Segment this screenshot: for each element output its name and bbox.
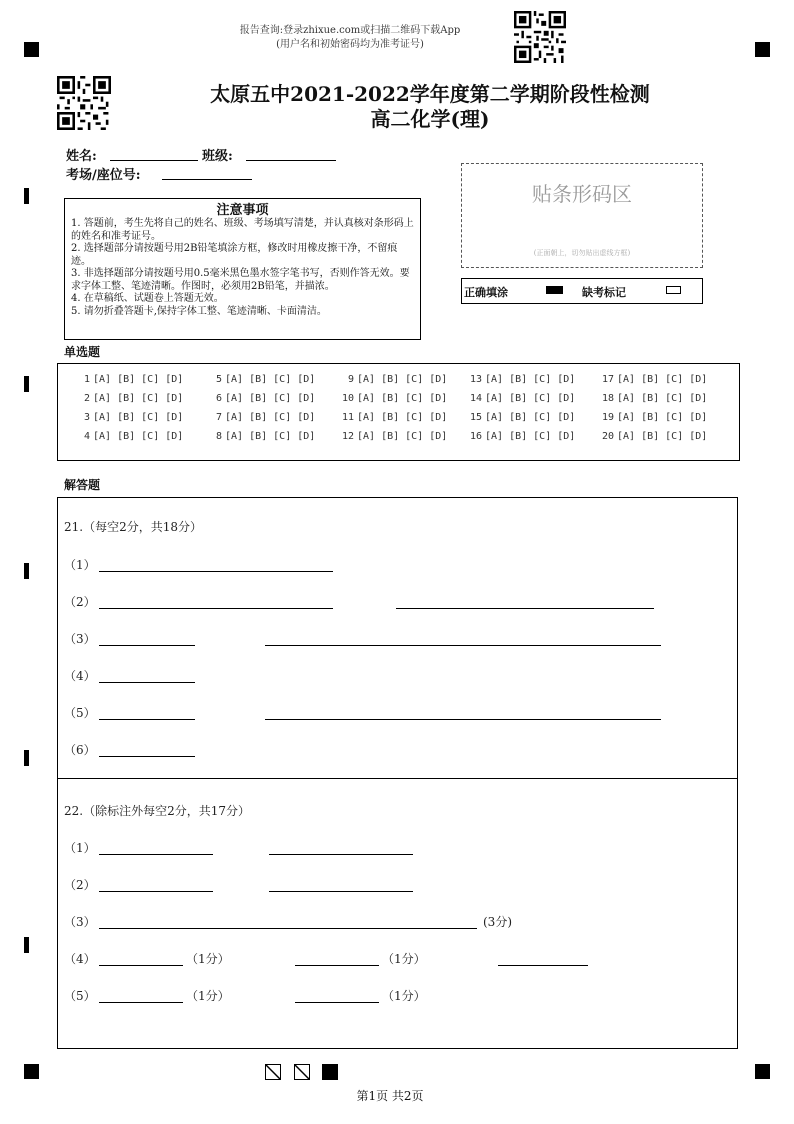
q22-blank[interactable] [99, 928, 477, 929]
choice-options[interactable]: [A] [B] [C] [D] [93, 431, 184, 442]
exam-subject: 高二化学(理) [370, 107, 490, 131]
barcode-area[interactable] [461, 163, 703, 268]
choice-options[interactable]: [A] [B] [C] [D] [617, 412, 708, 423]
exam-title: 太原五中2021-2022学年度第二学期阶段性检测 [210, 82, 650, 106]
q22-blank[interactable] [295, 1002, 379, 1003]
q22-score-note: （1分） [382, 989, 426, 1003]
q21-blank[interactable] [265, 645, 661, 646]
choice-number: 16 [469, 431, 482, 442]
single-choice-title: 单选题 [64, 345, 101, 359]
choice-options[interactable]: [A] [B] [C] [D] [93, 393, 184, 404]
choice-columns [58, 364, 739, 460]
choice-question-19[interactable] [600, 412, 707, 423]
choice-number: 5 [215, 374, 222, 385]
side-mark [24, 188, 29, 204]
choice-question-2[interactable] [76, 393, 183, 404]
name-field[interactable] [110, 160, 198, 161]
choice-number: 10 [341, 393, 354, 404]
choice-number: 6 [215, 393, 222, 404]
side-mark [24, 750, 29, 766]
barcode-label: 贴条形码区 [532, 182, 632, 206]
answer-section-title: 解答题 [64, 478, 101, 492]
choice-question-8[interactable] [208, 431, 315, 442]
choice-number: 3 [83, 412, 90, 423]
choice-options[interactable]: [A] [B] [C] [D] [357, 431, 448, 442]
correct-fill-label: 正确填涂 [464, 286, 508, 299]
report-query-credentials: (用户名和初始密码均为准考证号) [276, 39, 424, 50]
timing-box-crossed [265, 1064, 281, 1080]
choice-number: 20 [601, 431, 614, 442]
q21-header: 21.（每空2分，共18分） [64, 520, 202, 534]
q21-part-3-label: （3） [64, 632, 96, 646]
app-qr-code [514, 11, 566, 63]
choice-question-13[interactable] [468, 374, 575, 385]
absent-mark-checkbox[interactable] [666, 286, 681, 294]
q22-score-note: （1分） [186, 989, 230, 1003]
q22-blank[interactable] [99, 854, 213, 855]
notice-item: 2. 选择题部分请按题号用2B铅笔填涂方框，修改时用橡皮擦干净，不留痕迹。 [71, 243, 398, 267]
q22-blank[interactable] [269, 891, 413, 892]
choice-question-9[interactable] [340, 374, 447, 385]
choice-question-20[interactable] [600, 431, 707, 442]
correct-fill-sample [546, 286, 563, 294]
choice-number: 4 [83, 431, 90, 442]
choice-number: 7 [215, 412, 222, 423]
choice-options[interactable]: [A] [B] [C] [D] [485, 412, 576, 423]
choice-options[interactable]: [A] [B] [C] [D] [225, 393, 316, 404]
report-query-line: 报告查询:登录zhixue.com或扫描二维码下载App [239, 25, 461, 36]
choice-options[interactable]: [A] [B] [C] [D] [357, 374, 448, 385]
choice-number: 2 [83, 393, 90, 404]
q22-part-2-label: （2） [64, 878, 96, 892]
q22-blank[interactable] [498, 965, 588, 966]
notice-item: 4. 在草稿纸、试题卷上答题无效。 [71, 293, 224, 304]
q21-part-2-label: （2） [64, 595, 96, 609]
single-choice-grid [57, 363, 740, 461]
barcode-hint: (正面朝上，切勿贴出虚线方框) [533, 249, 631, 257]
choice-number: 12 [341, 431, 354, 442]
choice-number: 11 [341, 412, 354, 423]
choice-options[interactable]: [A] [B] [C] [D] [485, 431, 576, 442]
q22-part-1-label: （1） [64, 841, 96, 855]
alignment-mark-top-left [24, 42, 39, 57]
choice-number: 17 [601, 374, 614, 385]
choice-options[interactable]: [A] [B] [C] [D] [617, 374, 708, 385]
q22-part-3-label: （3） [64, 915, 96, 929]
name-label: 姓名: [66, 149, 97, 164]
choice-options[interactable]: [A] [B] [C] [D] [617, 393, 708, 404]
q22-blank[interactable] [99, 965, 183, 966]
fill-legend [461, 278, 703, 304]
timing-box-crossed [294, 1064, 310, 1080]
q21-part-5-label: （5） [64, 706, 96, 720]
alignment-mark-bottom-left [24, 1064, 39, 1079]
q21-blank[interactable] [265, 719, 661, 720]
choice-question-11[interactable] [340, 412, 447, 423]
choice-number: 8 [215, 431, 222, 442]
q22-part-4-label: （4） [64, 952, 96, 966]
q21-part-1-label: （1） [64, 558, 96, 572]
student-qr-code [57, 76, 111, 130]
choice-question-3[interactable] [76, 412, 183, 423]
class-label: 班级: [202, 149, 233, 164]
q21-part-4-label: （4） [64, 669, 96, 683]
choice-number: 1 [83, 374, 90, 385]
choice-question-4[interactable] [76, 431, 183, 442]
side-mark [24, 937, 29, 953]
class-field[interactable] [246, 160, 336, 161]
choice-number: 14 [469, 393, 482, 404]
side-mark [24, 376, 29, 392]
choice-number: 13 [469, 374, 482, 385]
choice-options[interactable]: [A] [B] [C] [D] [93, 374, 184, 385]
choice-options[interactable]: [A] [B] [C] [D] [93, 412, 184, 423]
q22-part-5-label: （5） [64, 989, 96, 1003]
choice-options[interactable]: [A] [B] [C] [D] [617, 431, 708, 442]
q21-blank[interactable] [99, 645, 195, 646]
alignment-mark-bottom-right [755, 1064, 770, 1079]
q22-blank[interactable] [295, 965, 379, 966]
q21-blank[interactable] [99, 682, 195, 683]
q22-blank[interactable] [99, 1002, 183, 1003]
notice-item: 3. 非选择题部分请按题号用0.5毫米黑色墨水签字笔书写，否则作答无效。要求字体工整、笔迹清晰。作图时，必须用2B铅笔，并描浓。 [71, 268, 410, 292]
choice-question-16[interactable] [468, 431, 575, 442]
seat-field[interactable] [162, 179, 252, 180]
alignment-mark-top-right [755, 42, 770, 57]
q21-blank[interactable] [99, 756, 195, 757]
q21-box [57, 497, 738, 779]
q21-part-6-label: （6） [64, 743, 96, 757]
q22-header: 22.（除标注外每空2分，共17分） [64, 804, 250, 818]
q22-score-note: （1分） [186, 952, 230, 966]
choice-options[interactable]: [A] [B] [C] [D] [225, 374, 316, 385]
absent-mark-label: 缺考标记 [582, 286, 626, 299]
q22-score-note: （1分） [382, 952, 426, 966]
q21-blank[interactable] [99, 571, 333, 572]
q21-blank[interactable] [396, 608, 654, 609]
notice-box [64, 198, 421, 340]
choice-options[interactable]: [A] [B] [C] [D] [225, 431, 316, 442]
choice-number: 15 [469, 412, 482, 423]
choice-question-15[interactable] [468, 412, 575, 423]
choice-question-5[interactable] [208, 374, 315, 385]
choice-number: 9 [347, 374, 354, 385]
choice-number: 19 [601, 412, 614, 423]
choice-question-14[interactable] [468, 393, 575, 404]
choice-question-7[interactable] [208, 412, 315, 423]
timing-box-filled [322, 1064, 338, 1080]
seat-label: 考场/座位号: [66, 168, 141, 183]
choice-options[interactable]: [A] [B] [C] [D] [357, 412, 448, 423]
choice-options[interactable]: [A] [B] [C] [D] [225, 412, 316, 423]
side-mark [24, 563, 29, 579]
q22-blank[interactable] [269, 854, 413, 855]
choice-options[interactable]: [A] [B] [C] [D] [357, 393, 448, 404]
page-number: 第1页 共2页 [356, 1089, 424, 1103]
choice-question-17[interactable] [600, 374, 707, 385]
choice-question-6[interactable] [208, 393, 315, 404]
choice-question-10[interactable] [340, 393, 447, 404]
q21-blank[interactable] [99, 608, 333, 609]
choice-question-18[interactable] [600, 393, 707, 404]
notice-title: 注意事项 [216, 203, 269, 218]
choice-number: 18 [601, 393, 614, 404]
choice-question-1[interactable] [76, 374, 183, 385]
notice-item: 1. 答题前，考生先将自己的姓名、班级、考场填写清楚，并认真核对条形码上的姓名和准考证号。 [71, 218, 414, 242]
choice-options[interactable]: [A] [B] [C] [D] [485, 393, 576, 404]
notice-item: 5. 请勿折叠答题卡,保持字体工整、笔迹清晰、卡面清洁。 [71, 305, 327, 317]
q22-score-note: (3分) [483, 915, 512, 929]
choice-options[interactable]: [A] [B] [C] [D] [485, 374, 576, 385]
q22-blank[interactable] [99, 891, 213, 892]
q21-blank[interactable] [99, 719, 195, 720]
choice-question-12[interactable] [340, 431, 447, 442]
